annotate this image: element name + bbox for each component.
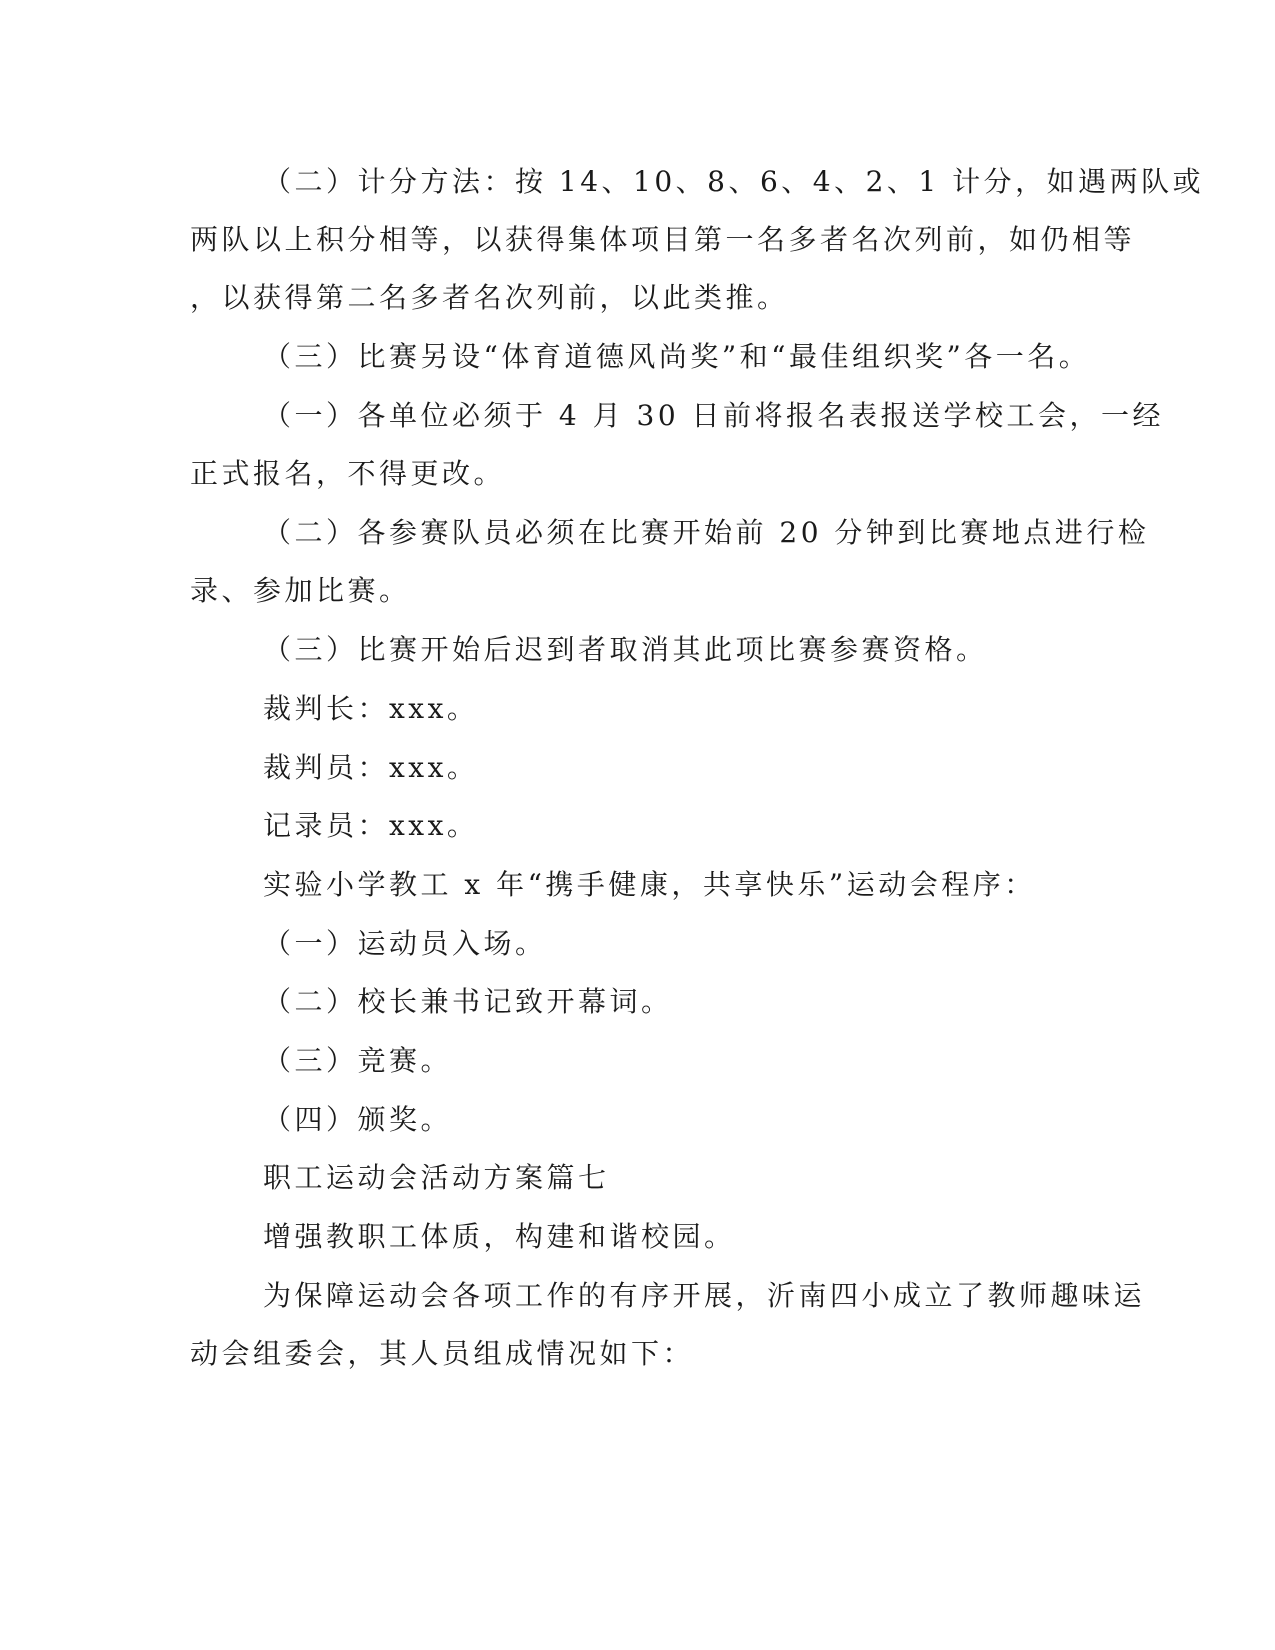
paragraph-line: 动会组委会，其人员组成情况如下： bbox=[190, 1337, 695, 1370]
paragraph-line: （一）运动员入场。 bbox=[263, 927, 547, 960]
paragraph-line: 记录员：xxx。 bbox=[263, 809, 479, 842]
paragraph-line: 实验小学教工 x 年“携手健康，共享快乐”运动会程序： bbox=[263, 868, 1036, 901]
paragraph-line: 正式报名，不得更改。 bbox=[190, 457, 506, 490]
paragraph-line: （三）比赛另设“体育道德风尚奖”和“最佳组织奖”各一名。 bbox=[263, 340, 1091, 373]
paragraph-line: 为保障运动会各项工作的有序开展，沂南四小成立了教师趣味运 bbox=[263, 1279, 1146, 1312]
paragraph-line: （二）各参赛队员必须在比赛开始前 20 分钟到比赛地点进行检 bbox=[263, 516, 1150, 549]
paragraph-line: 两队以上积分相等，以获得集体项目第一名多者名次列前，如仍相等 bbox=[190, 223, 1136, 256]
section-heading: 职工运动会活动方案篇七 bbox=[263, 1161, 610, 1194]
paragraph-line: （一）各单位必须于 4 月 30 日前将报名表报送学校工会，一经 bbox=[263, 399, 1165, 432]
paragraph-line: （三）比赛开始后迟到者取消其此项比赛参赛资格。 bbox=[263, 633, 988, 666]
paragraph-line: 裁判长：xxx。 bbox=[263, 692, 479, 725]
paragraph-line: 裁判员：xxx。 bbox=[263, 751, 479, 784]
paragraph-line: 录、参加比赛。 bbox=[190, 574, 411, 607]
paragraph-line: 增强教职工体质，构建和谐校园。 bbox=[263, 1220, 736, 1253]
paragraph-line: ，以获得第二名多者名次列前，以此类推。 bbox=[190, 281, 789, 314]
paragraph-line: （四）颁奖。 bbox=[263, 1103, 453, 1136]
paragraph-line: （二）计分方法：按 14、10、8、6、4、2、1 计分，如遇两队或 bbox=[263, 165, 1205, 198]
paragraph-line: （二）校长兼书记致开幕词。 bbox=[263, 985, 673, 1018]
paragraph-line: （三）竞赛。 bbox=[263, 1044, 453, 1077]
